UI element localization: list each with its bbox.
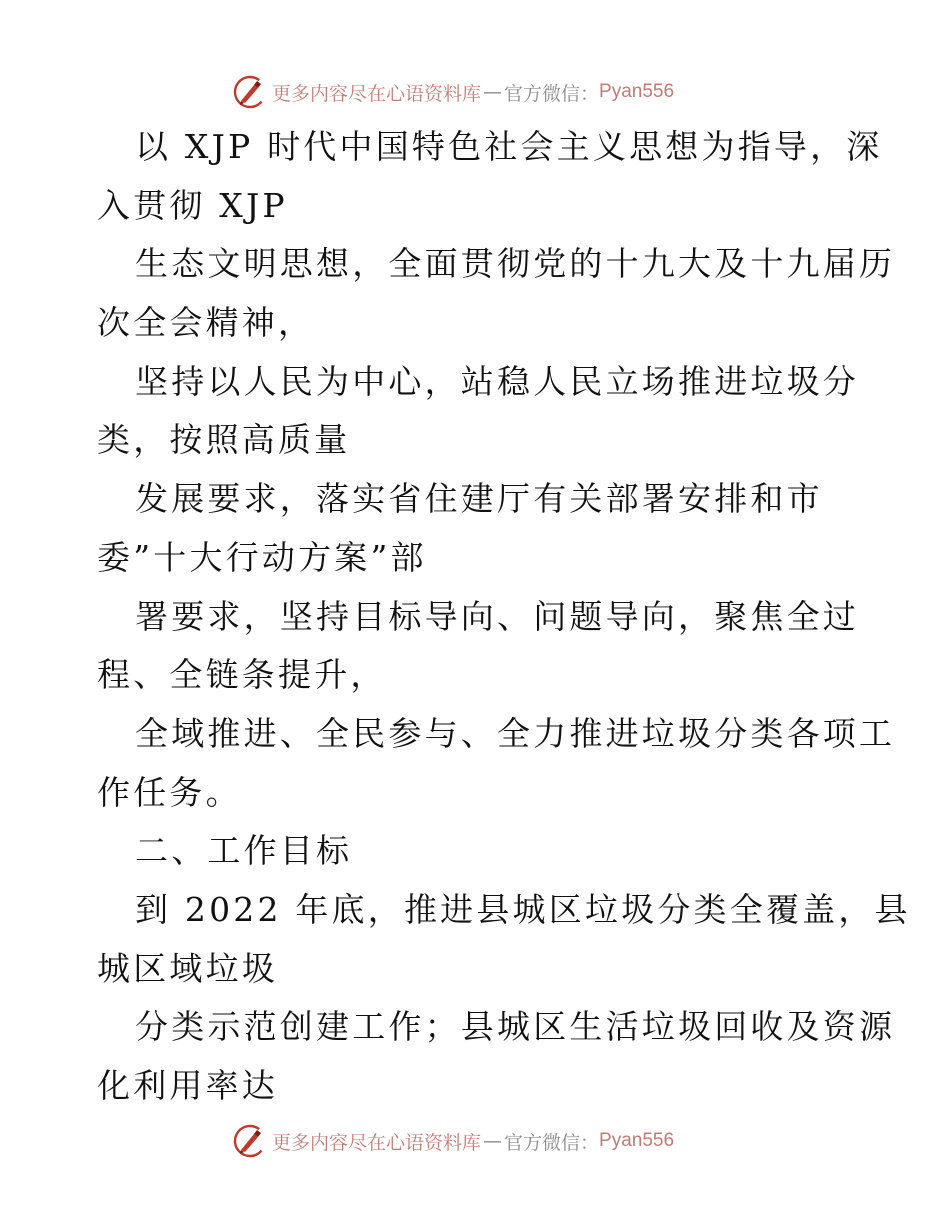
watermark-wechat-label: 官方微信： (504, 1131, 600, 1154)
text-line: 作任务。 (97, 772, 242, 812)
document-body (0, 118, 950, 1116)
watermark-header (232, 72, 674, 112)
text-line: 类，按照高质量 (97, 420, 351, 460)
text-line: 程、全链条提升， (97, 655, 387, 695)
watermark-wechat-label: 官方微信： (504, 82, 600, 105)
text-line: 入贯彻 XJP (97, 185, 288, 225)
text-line: 坚持以人民为中心，站稳人民立场推进垃圾分 (135, 361, 859, 401)
text-line: 到 2022 年底，推进县城区垃圾分类全覆盖，县 (135, 889, 911, 929)
text-line: 分类示范创建工作；县城区生活垃圾回收及资源 (135, 1007, 896, 1047)
paragraph-ecological-thought (0, 235, 950, 352)
paragraph-2022-target (0, 881, 950, 998)
text-line: 次全会精神， (97, 303, 315, 343)
paragraph-full-promotion (0, 705, 950, 822)
watermark-footer (232, 1121, 674, 1161)
text-line: 以 XJP 时代中国特色社会主义思想为指导，深 (135, 127, 883, 166)
watermark-separator: — (483, 1130, 503, 1152)
paragraph-development-requirements (0, 470, 950, 587)
watermark-wechat-id: Pyan556 (599, 81, 675, 102)
section-heading-text: 二、工作目标 (135, 831, 353, 871)
text-line: 化利用率达 (97, 1066, 278, 1105)
text-line: 委”十大行动方案”部 (97, 537, 427, 577)
text-line: 署要求，坚持目标导向、问题导向，聚焦全过 (135, 596, 859, 636)
text-line: 发展要求，落实省住建厅有关部署安排和市 (135, 479, 823, 519)
paragraph-guiding-ideology (0, 118, 950, 235)
pen-logo-icon (232, 74, 268, 110)
paragraph-goal-orientation (0, 588, 950, 705)
paragraph-people-centered (0, 353, 950, 470)
watermark-wechat-id: Pyan556 (599, 1130, 675, 1151)
text-line: 城区域垃圾 (97, 948, 278, 988)
paragraph-demonstration-creation (0, 998, 950, 1115)
text-line: 全域推进、全民参与、全力推进垃圾分类各项工 (135, 713, 896, 753)
watermark-separator: — (483, 81, 503, 103)
section-heading-work-goals (0, 822, 950, 881)
text-line: 生态文明思想，全面贯彻党的十九大及十九届历 (135, 244, 896, 284)
watermark-site-name: 更多内容尽在心语资料库 (272, 1131, 482, 1154)
pen-logo-icon (232, 1123, 268, 1159)
watermark-site-name: 更多内容尽在心语资料库 (272, 82, 482, 105)
